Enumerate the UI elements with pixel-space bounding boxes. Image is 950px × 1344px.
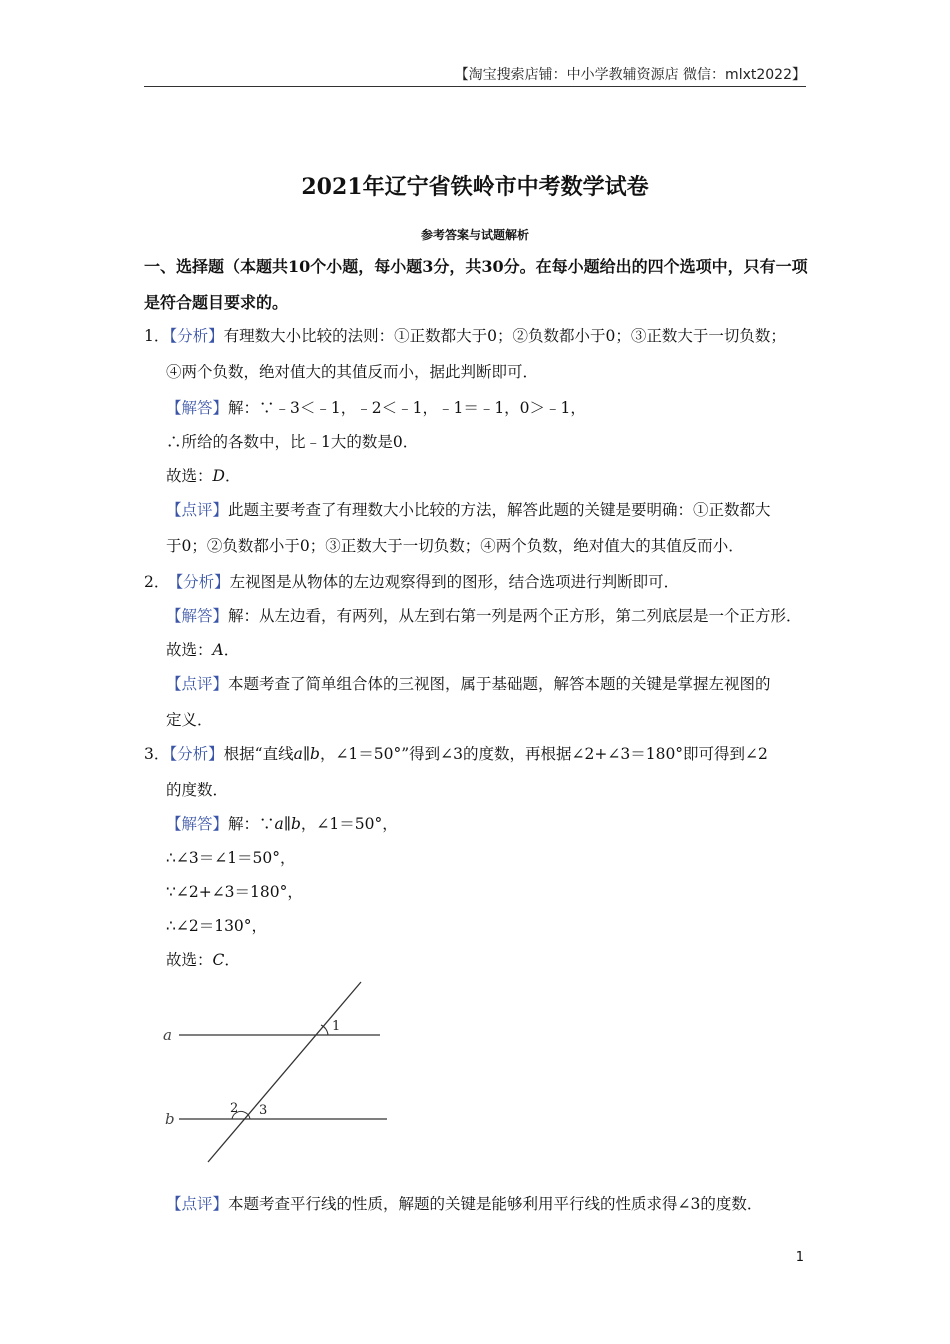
q1-analysis-line2: ④两个负数，绝对值大的其值反而小，据此判断即可． <box>166 363 539 381</box>
parallel-symbol: ∥ <box>283 815 291 833</box>
comment-text: 本题考查了简单组合体的三视图，属于基础题，解答本题的关键是掌握左视图的 <box>228 675 771 693</box>
question-number: 2． <box>144 573 170 591</box>
analysis-text: 左视图是从物体的左边观察得到的图形，结合选项进行判断即可． <box>229 573 680 591</box>
page-number: 1 <box>795 1250 804 1265</box>
q2-choice <box>166 638 239 660</box>
solution-tag: 【解答】 <box>166 399 229 417</box>
var-b: b <box>290 815 301 833</box>
analysis-tag: 【分析】 <box>169 327 224 345</box>
label-a: a <box>163 1026 172 1044</box>
solution-tag: 【解答】 <box>166 607 229 625</box>
q2-comment-line2: 定义． <box>166 711 213 729</box>
choice-suffix: ． <box>224 951 240 969</box>
comment-tag: 【点评】 <box>166 501 229 519</box>
section-heading-line2: 是符合题目要求的。 <box>144 293 289 312</box>
q3-solution-line1 <box>166 812 398 834</box>
choice-prefix: 故选： <box>166 951 213 969</box>
solution-text: 解：从左边看，有两列，从左到右第一列是两个正方形，第二列底层是一个正方形． <box>228 607 802 625</box>
comment-text: 本题考查平行线的性质，解题的关键是能够利用平行线的性质求得∠3的度数． <box>228 1195 763 1213</box>
choice-prefix: 故选： <box>166 641 213 659</box>
section-heading-line1: 一、选择题（本题共10个小题，每小题3分，共30分。在每小题给出的四个选项中，只有一项 <box>144 257 808 276</box>
label-angle1: 1 <box>332 1019 341 1034</box>
q2-comment-line1 <box>166 672 771 694</box>
q1-analysis-line1 <box>144 324 786 346</box>
analysis-text-a: 根据“直线 <box>223 745 294 763</box>
solution-text-a: 解：∵ <box>228 815 275 833</box>
solution-tag: 【解答】 <box>166 815 229 833</box>
choice-letter: D <box>212 467 225 485</box>
page-subtitle: 参考答案与试题解析 <box>420 228 529 242</box>
q1-comment-line2: 于0；②负数都小于0；③正数大于一切负数；④两个负数，绝对值大的其值反而小． <box>166 537 744 555</box>
analysis-text-b: ，∠1＝50°”得到∠3的度数，再根据∠2+∠3＝180°即可得到∠2 <box>319 745 768 763</box>
comment-tag: 【点评】 <box>166 675 229 693</box>
analysis-tag: 【分析】 <box>175 573 230 591</box>
angle1-arc <box>321 1025 328 1035</box>
q1-choice <box>166 464 240 486</box>
comment-text: 此题主要考查了有理数大小比较的方法，解答此题的关键是要明确：①正数都大 <box>228 501 771 519</box>
parallel-symbol: ∥ <box>302 745 310 763</box>
transversal-line <box>208 982 361 1162</box>
choice-letter: A <box>212 641 224 659</box>
label-angle3: 3 <box>259 1103 268 1118</box>
q3-step2: ∴∠3＝∠1＝50°， <box>166 849 296 867</box>
q3-analysis-line2: 的度数． <box>166 781 229 799</box>
choice-suffix: ． <box>224 467 241 485</box>
analysis-text: 有理数大小比较的法则：①正数都大于0；②负数都小于0；③正数大于一切负数； <box>223 327 786 345</box>
page-title: 2021年辽宁省铁岭市中考数学试卷 <box>301 174 649 200</box>
header-note: 【淘宝搜索店铺：中小学教辅资源店 微信：mlxt2022】 <box>454 67 806 83</box>
choice-letter: C <box>212 951 225 969</box>
q2-analysis-line1 <box>144 570 679 592</box>
analysis-tag: 【分析】 <box>169 745 224 763</box>
label-angle2: 2 <box>230 1101 239 1116</box>
choice-suffix: ． <box>223 641 240 659</box>
var-b: b <box>310 745 320 763</box>
comment-tag: 【点评】 <box>166 1195 229 1213</box>
solution-text-b: ，∠1＝50°， <box>300 815 398 833</box>
label-b: b <box>165 1110 175 1128</box>
solution-text: 解：∵﹣3＜﹣1，﹣2＜﹣1，﹣1＝﹣1，0＞﹣1， <box>228 399 586 417</box>
q3-step3: ∵∠2+∠3＝180°， <box>166 883 303 901</box>
q1-comment-line1 <box>166 498 771 520</box>
var-a: a <box>274 815 284 833</box>
question-number: 1． <box>144 327 170 345</box>
q3-analysis-line1 <box>144 742 768 764</box>
var-a: a <box>293 745 303 763</box>
parallel-lines-figure <box>155 978 400 1168</box>
choice-prefix: 故选： <box>166 467 213 485</box>
header-rule <box>144 86 806 87</box>
q2-solution-line1 <box>166 604 802 626</box>
q3-comment-line1 <box>166 1192 762 1214</box>
q3-step4: ∴∠2＝130°， <box>166 917 268 935</box>
q3-choice <box>166 948 240 970</box>
q1-solution-line2: ∴所给的各数中，比﹣1大的数是0． <box>166 433 419 451</box>
q1-solution-line1 <box>166 396 586 418</box>
question-number: 3． <box>144 745 170 763</box>
